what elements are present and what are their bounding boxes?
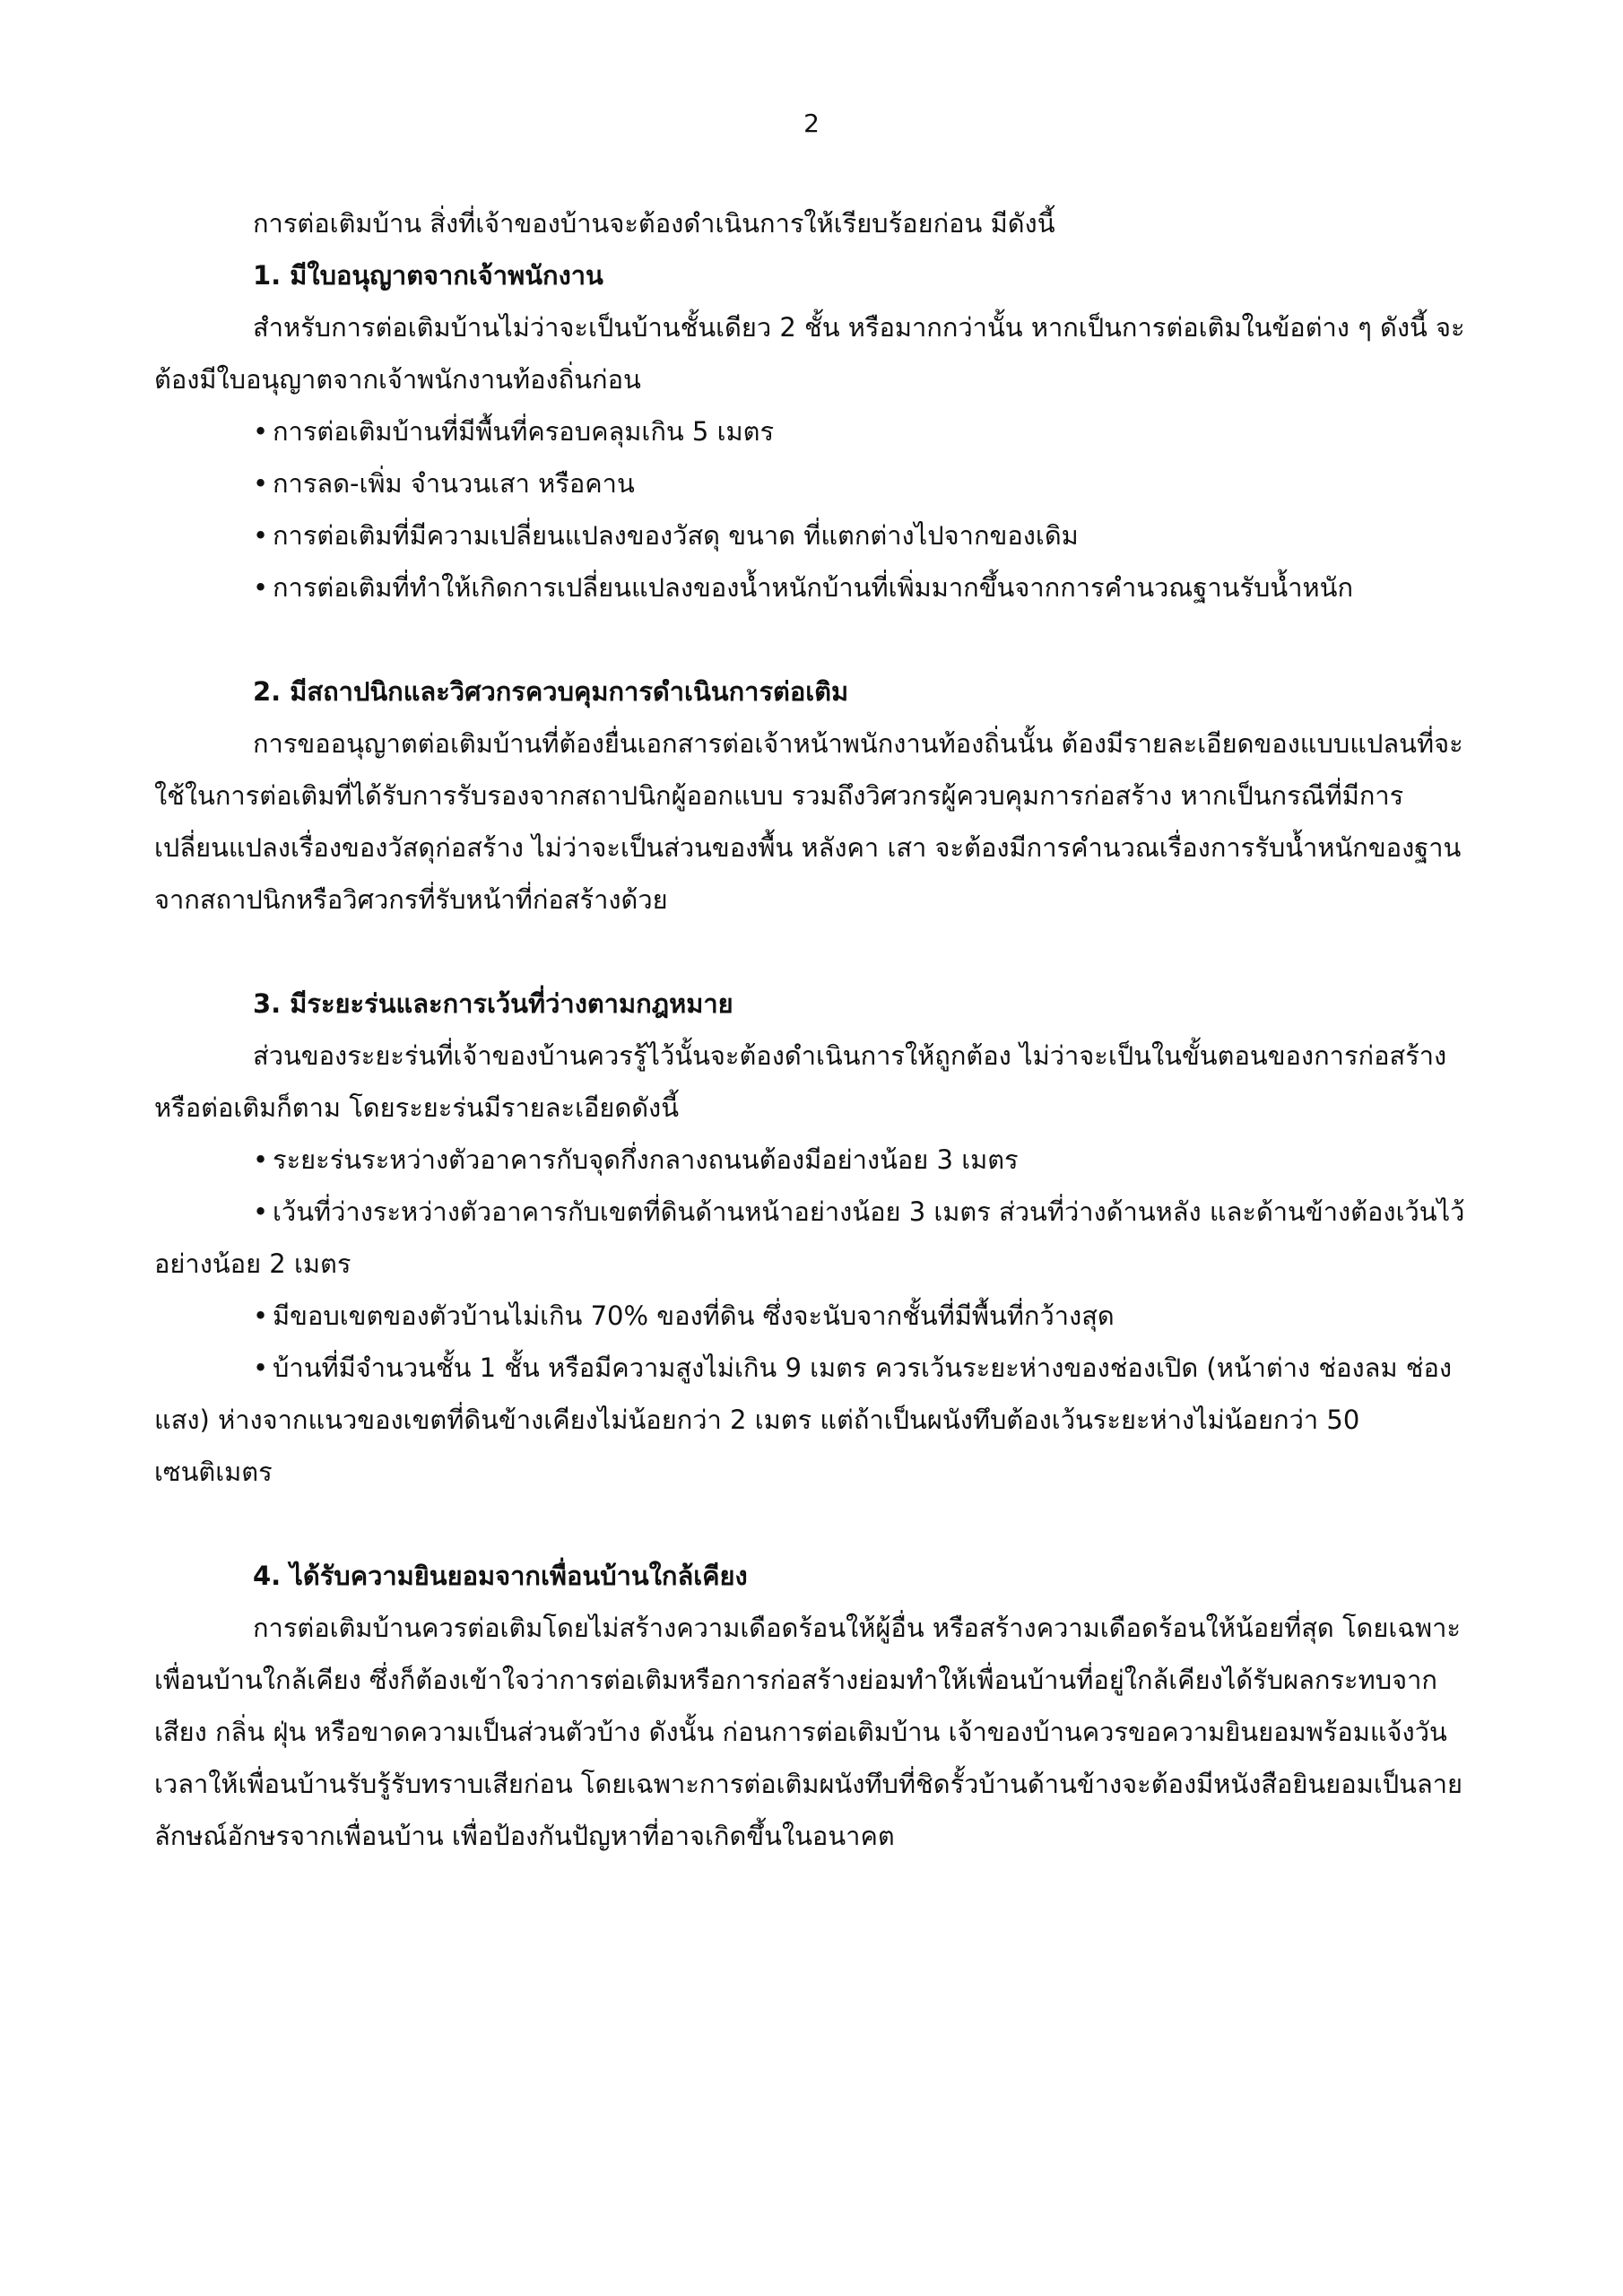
section-1-bullet-item: • การต่อเติมที่มีความเปลี่ยนแปลงของวัสดุ ขนาด ที่แตกต่างไปจากของเดิม	[154, 509, 1472, 561]
section-3-paragraph: ส่วนของระยะร่นที่เจ้าของบ้านควรรู้ไว้นั้นจะต้องดำเนินการให้ถูกต้อง ไม่ว่าจะเป็นในขั้นตอนของการก่อสร้างหรือต่อเติมก็ตาม โดยระยะร่นมีรายละเอียดดังนี้	[154, 1040, 1447, 1123]
intro-paragraph: การต่อเติมบ้าน สิ่งที่เจ้าของบ้านจะต้องดำเนินการให้เรียบร้อยก่อน มีดังนี้	[253, 208, 1055, 239]
section-4-paragraph: การต่อเติมบ้านควรต่อเติมโดยไม่สร้างความเดือดร้อนให้ผู้อื่น หรือสร้างความเดือดร้อนให้น้อยที่สุด โดยเฉพาะเพื่อนบ้านใกล้เคียง ซึ่งก็ต้องเข้าใจว่าการต่อเติมหรือการก่อสร้างย่อมทำให้เพื่อนบ้านที่อยู่ใกล้เคียงได้รับผลกระทบจากเสียง กลิ่น ฝุ่น หรือขาดความเป็นส่วนตัวบ้าง ดังนั้น ก่อนการต่อเติมบ้าน เจ้าของบ้านควรขอความยินยอมพร้อมแจ้งวันเวลาให้เพื่อนบ้านรับรู้รับทราบเสียก่อน โดยเฉพาะการต่อเติมผนังทึบที่ชิดรั้วบ้านด้านข้างจะต้องมีหนังสือยินยอมเป็นลายลักษณ์อักษรจากเพื่อนบ้าน เพื่อป้องกันปัญหาที่อาจเกิดขึ้นในอนาคต	[154, 1613, 1463, 1851]
section-1-bullet-item: • การต่อเติมที่ทำให้เกิดการเปลี่ยนแปลงของน้ำหนักบ้านที่เพิ่มมากขึ้นจากการคำนวณฐานรับน้ำหนัก	[154, 561, 1472, 613]
section-1-bullet-item: • การลด-เพิ่ม จำนวนเสา หรือคาน	[154, 457, 1472, 509]
section-3-heading: 3. มีระยะร่นและการเว้นที่ว่างตามกฎหมาย	[253, 988, 733, 1019]
section-3-bullet-item: • มีขอบเขตของตัวบ้านไม่เกิน 70% ของที่ดิน ซึ่งจะนับจากชั้นที่มีพื้นที่กว้างสุด	[154, 1290, 1472, 1342]
section-3-bullet-item: • บ้านที่มีจำนวนชั้น 1 ชั้น หรือมีความสูงไม่เกิน 9 เมตร ควรเว้นระยะห่างของช่องเปิด (หน้าต่าง ช่องลม ช่องแสง) ห่างจากแนวของเขตที่ดินข้างเคียงไม่น้อยกว่า 2 เมตร แต่ถ้าเป็นผนังทึบต้องเว้นระยะห่างไม่น้อยกว่า 50 เซนติเมตร	[154, 1342, 1472, 1498]
document-body	[154, 197, 1472, 1862]
section-1-paragraph: สำหรับการต่อเติมบ้านไม่ว่าจะเป็นบ้านชั้นเดียว 2 ชั้น หรือมากกว่านั้น หากเป็นการต่อเติมในข้อต่าง ๆ ดังนี้ จะต้องมีใบอนุญาตจากเจ้าพนักงานท้องถิ่นก่อน	[154, 312, 1465, 395]
section-2-heading: 2. มีสถาปนิกและวิศวกรควบคุมการดำเนินการต่อเติม	[253, 676, 849, 707]
section-3-bullet-item: • เว้นที่ว่างระหว่างตัวอาคารกับเขตที่ดินด้านหน้าอย่างน้อย 3 เมตร ส่วนที่ว่างด้านหลัง และด้านข้างต้องเว้นไว้อย่างน้อย 2 เมตร	[154, 1186, 1472, 1290]
section-4-heading: 4. ได้รับความยินยอมจากเพื่อนบ้านใกล้เคียง	[253, 1561, 748, 1591]
page-number: 2	[803, 109, 820, 138]
section-3-bullet-item: • ระยะร่นระหว่างตัวอาคารกับจุดกึ่งกลางถนนต้องมีอย่างน้อย 3 เมตร	[154, 1134, 1472, 1186]
section-1-bullet-item: • การต่อเติมบ้านที่มีพื้นที่ครอบคลุมเกิน 5 เมตร	[154, 405, 1472, 457]
section-1-heading: 1. มีใบอนุญาตจากเจ้าพนักงาน	[253, 260, 603, 291]
section-2-paragraph: การขออนุญาตต่อเติมบ้านที่ต้องยื่นเอกสารต่อเจ้าหน้าพนักงานท้องถิ่นนั้น ต้องมีรายละเอียดของแบบแปลนที่จะใช้ในการต่อเติมที่ได้รับการรับรองจากสถาปนิกผู้ออกแบบ รวมถึงวิศวกรผู้ควบคุมการก่อสร้าง หากเป็นกรณีที่มีการเปลี่ยนแปลงเรื่องของวัสดุก่อสร้าง ไม่ว่าจะเป็นส่วนของพื้น หลังคา เสา จะต้องมีการคำนวณเรื่องการรับน้ำหนักของฐานจากสถาปนิกหรือวิศวกรที่รับหน้าที่ก่อสร้างด้วย	[154, 728, 1463, 915]
section-1-bullet-list	[154, 405, 1472, 613]
section-3-bullet-list	[154, 1134, 1472, 1498]
